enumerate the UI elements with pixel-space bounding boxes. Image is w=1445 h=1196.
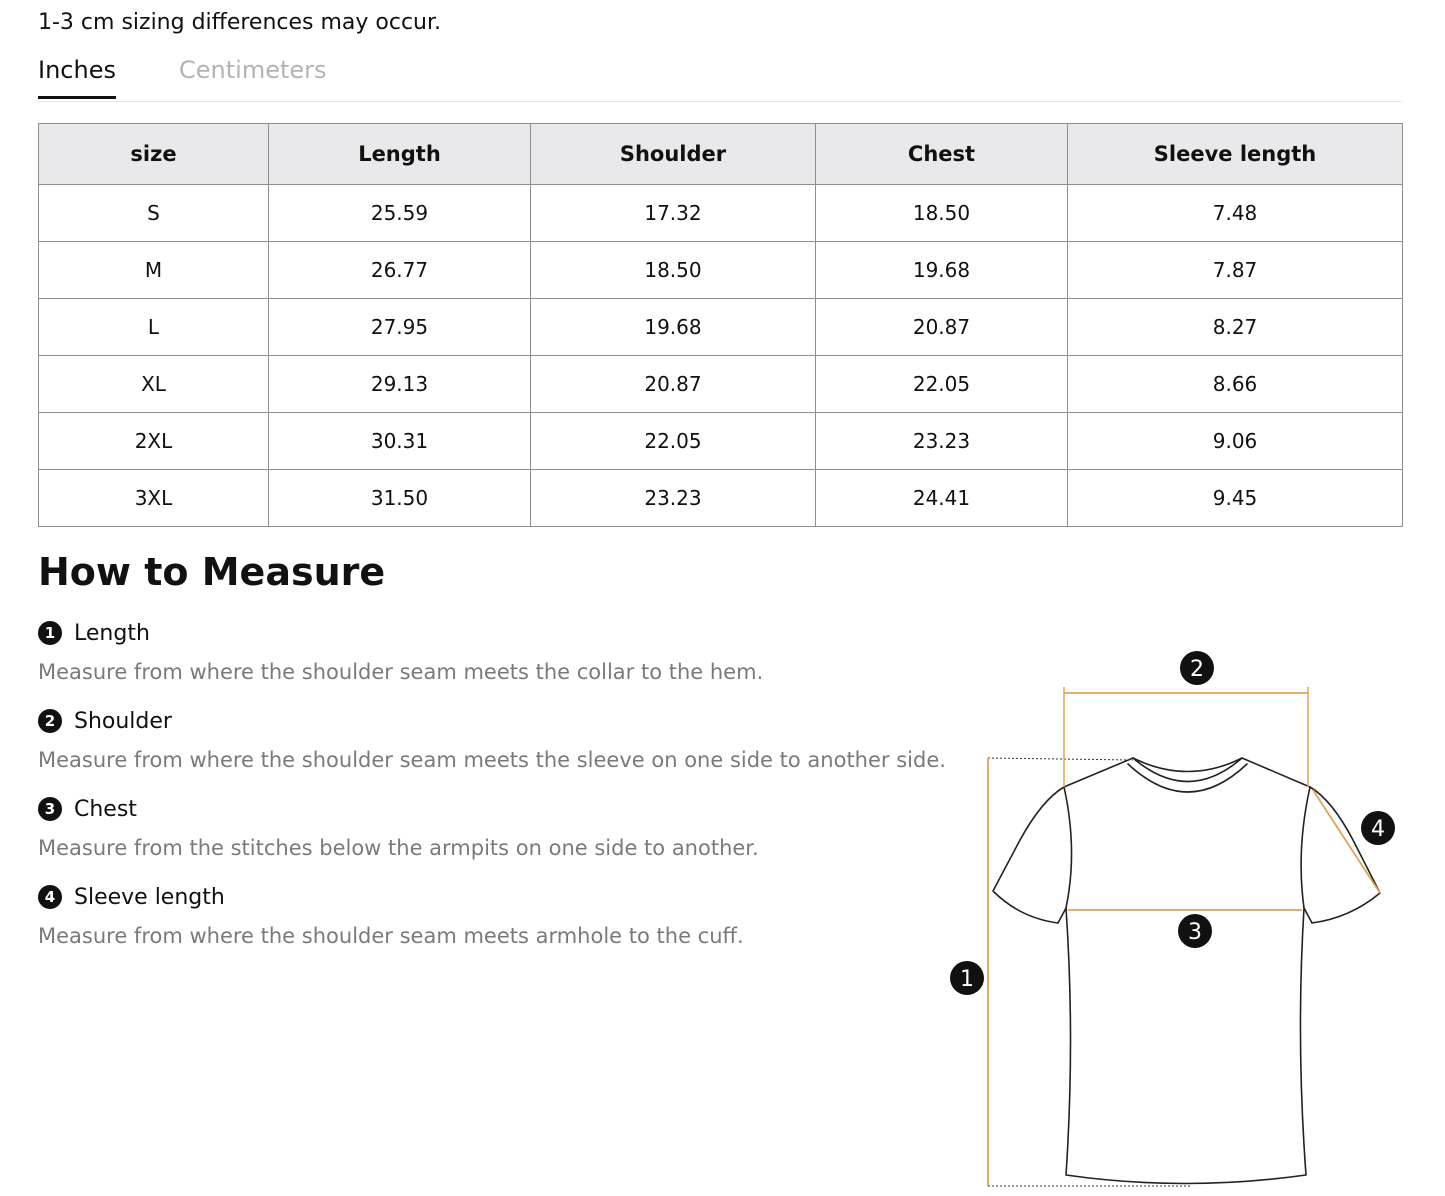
cell-size: 3XL [39,470,269,527]
cell-length: 27.95 [269,299,531,356]
cell-length: 25.59 [269,185,531,242]
cell-chest: 20.87 [816,299,1068,356]
step-label: Length [74,620,150,646]
step-description: Measure from where the shoulder seam meets the sleeve on one side to another side. [38,748,946,772]
cell-shoulder: 20.87 [531,356,816,413]
step-number-badge: 2 [38,709,62,733]
cell-chest: 18.50 [816,185,1068,242]
cell-sleeve-length: 7.87 [1068,242,1403,299]
marker-3 [1178,914,1212,948]
tab-centimeters[interactable]: Centimeters [179,56,327,84]
cell-sleeve-length: 9.06 [1068,413,1403,470]
table-row [39,185,1403,242]
cell-length: 26.77 [269,242,531,299]
header-sleeve-length: Sleeve length [1068,124,1403,185]
table-header-row [39,124,1403,185]
table-row [39,356,1403,413]
cell-size: XL [39,356,269,413]
step-number-badge: 4 [38,885,62,909]
cell-size: M [39,242,269,299]
header-size: size [39,124,269,185]
marker-4-label: 4 [1371,817,1385,842]
step-length [38,618,958,706]
cell-chest: 23.23 [816,413,1068,470]
step-label: Sleeve length [74,884,225,910]
how-to-measure-title: How to Measure [38,550,386,594]
step-description: Measure from the stitches below the armpits on one side to another. [38,836,759,860]
cell-sleeve-length: 7.48 [1068,185,1403,242]
cell-shoulder: 17.32 [531,185,816,242]
cell-size: 2XL [39,413,269,470]
cell-chest: 22.05 [816,356,1068,413]
marker-1-label: 1 [960,967,974,992]
length-guide [988,758,1133,760]
cell-sleeve-length: 9.45 [1068,470,1403,527]
tshirt-diagram [940,640,1410,1196]
marker-2-label: 2 [1190,657,1204,682]
table-row [39,413,1403,470]
step-number-badge: 3 [38,797,62,821]
cell-length: 29.13 [269,356,531,413]
step-shoulder [38,706,958,794]
sizing-note: 1-3 cm sizing differences may occur. [38,10,442,35]
header-shoulder: Shoulder [531,124,816,185]
header-chest: Chest [816,124,1068,185]
tab-inches[interactable]: Inches [38,56,116,99]
step-description: Measure from where the shoulder seam meets the collar to the hem. [38,660,764,684]
marker-3-label: 3 [1188,920,1202,945]
cell-sleeve-length: 8.27 [1068,299,1403,356]
tshirt-icon [993,758,1380,1184]
cell-length: 31.50 [269,470,531,527]
unit-tabs [38,52,1402,102]
step-description: Measure from where the shoulder seam meets armhole to the cuff. [38,924,744,948]
cell-chest: 19.68 [816,242,1068,299]
marker-1 [950,961,984,995]
step-chest [38,794,958,882]
cell-length: 30.31 [269,413,531,470]
table-row [39,242,1403,299]
cell-sleeve-length: 8.66 [1068,356,1403,413]
step-label: Chest [74,796,137,822]
marker-4 [1361,811,1395,845]
step-number-badge: 1 [38,621,62,645]
table-row [39,299,1403,356]
cell-chest: 24.41 [816,470,1068,527]
cell-size: L [39,299,269,356]
header-length: Length [269,124,531,185]
cell-shoulder: 23.23 [531,470,816,527]
cell-shoulder: 19.68 [531,299,816,356]
measure-steps [38,618,958,970]
cell-shoulder: 22.05 [531,413,816,470]
table-row [39,470,1403,527]
step-label: Shoulder [74,708,172,734]
size-table [38,123,1403,527]
marker-2 [1180,651,1214,685]
step-sleeve-length [38,882,958,970]
cell-size: S [39,185,269,242]
cell-shoulder: 18.50 [531,242,816,299]
